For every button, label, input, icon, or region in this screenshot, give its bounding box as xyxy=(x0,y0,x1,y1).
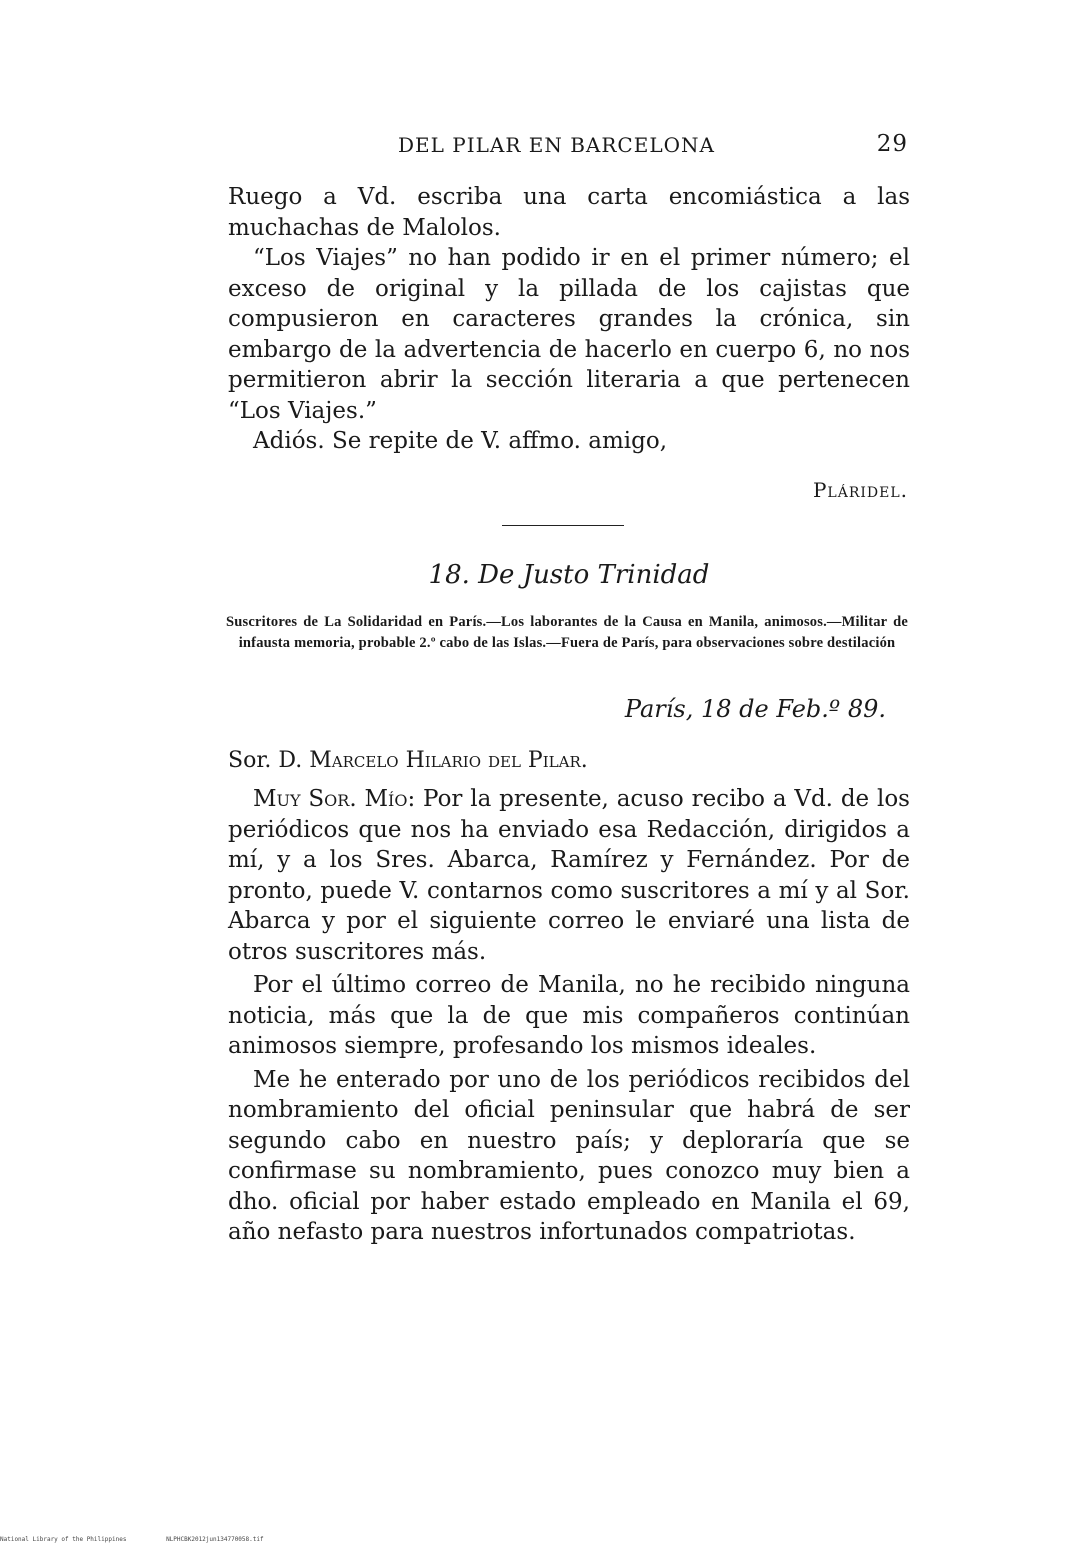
file-id: NLPHCBK2012jun134770058.tif xyxy=(166,1536,264,1543)
page-number: 29 xyxy=(876,131,908,157)
salutation xyxy=(228,748,588,773)
section-divider xyxy=(502,525,624,526)
letter-title: 18. De Justo Trinidad xyxy=(428,560,710,590)
closing-line: Adiós. Se repite de V. affmo. amigo, xyxy=(253,428,668,454)
paragraph: Ruego a Vd. escriba una carta encomiástica a las muchachas de Malolos. xyxy=(228,184,910,241)
recipient-name: Marcelo Hilario del Pilar. xyxy=(309,748,588,773)
greeting: Muy Sor. Mío: xyxy=(253,786,416,812)
letter-18-body xyxy=(228,784,910,1251)
running-title: DEL PILAR EN BARCELONA xyxy=(398,133,715,157)
library-credit: National Library of the Philippines xyxy=(0,1536,127,1543)
letter-17-continuation xyxy=(228,182,910,457)
letter-summary: Suscritores de La Solidaridad en París.—Los laborantes de la Causa en Manila, animosos.—Militar de infausta memoria, probable 2.º cabo de las Islas.—Fuera de París, para observaciones sobre destilación xyxy=(226,614,908,651)
paragraph: “Los Viajes” no han podido ir en el primer número; el exceso de original y la pillada de los cajistas que compusieron en caracteres grandes la crónica, sin embargo de la advertencia de hacerlo en cuerpo 6, no nos permitieron abrir la sección literaria a que pertenecen “Los Viajes.” xyxy=(228,245,910,424)
paragraph: Me he enterado por uno de los periódicos recibidos del nombramiento del oficial peninsular que habrá de ser segundo cabo en nuestro país; y deploraría que se confirmase su nombramiento, pues conozco muy bien a dho. oficial por haber estado empleado en Manila el 69, año nefasto para nuestros infortunados compatriotas. xyxy=(228,1066,910,1245)
paragraph xyxy=(228,784,910,967)
signature: Pláridel. xyxy=(812,478,908,502)
salutation-prefix: Sor. D. xyxy=(228,748,310,773)
scan-footer xyxy=(0,1536,300,1543)
paragraph-text: Por la presente, acuso recibo a Vd. de los periódicos que nos ha enviado esa Redacción, dirigidos a mí, y a los Sres. Abarca, Ramírez y Fernández. Por de pronto, puede V. contarnos como suscritores a mí y al Sor. Abarca y por el siguiente correo le enviaré una lista de otros suscritores más. xyxy=(228,786,910,965)
paragraph: Por el último correo de Manila, no he recibido ninguna noticia, más que la de que mis compañeros continúan animosos siempre, profesando los mismos ideales. xyxy=(228,972,910,1059)
dateline: París, 18 de Feb.º 89. xyxy=(624,695,886,723)
running-head xyxy=(228,133,910,161)
